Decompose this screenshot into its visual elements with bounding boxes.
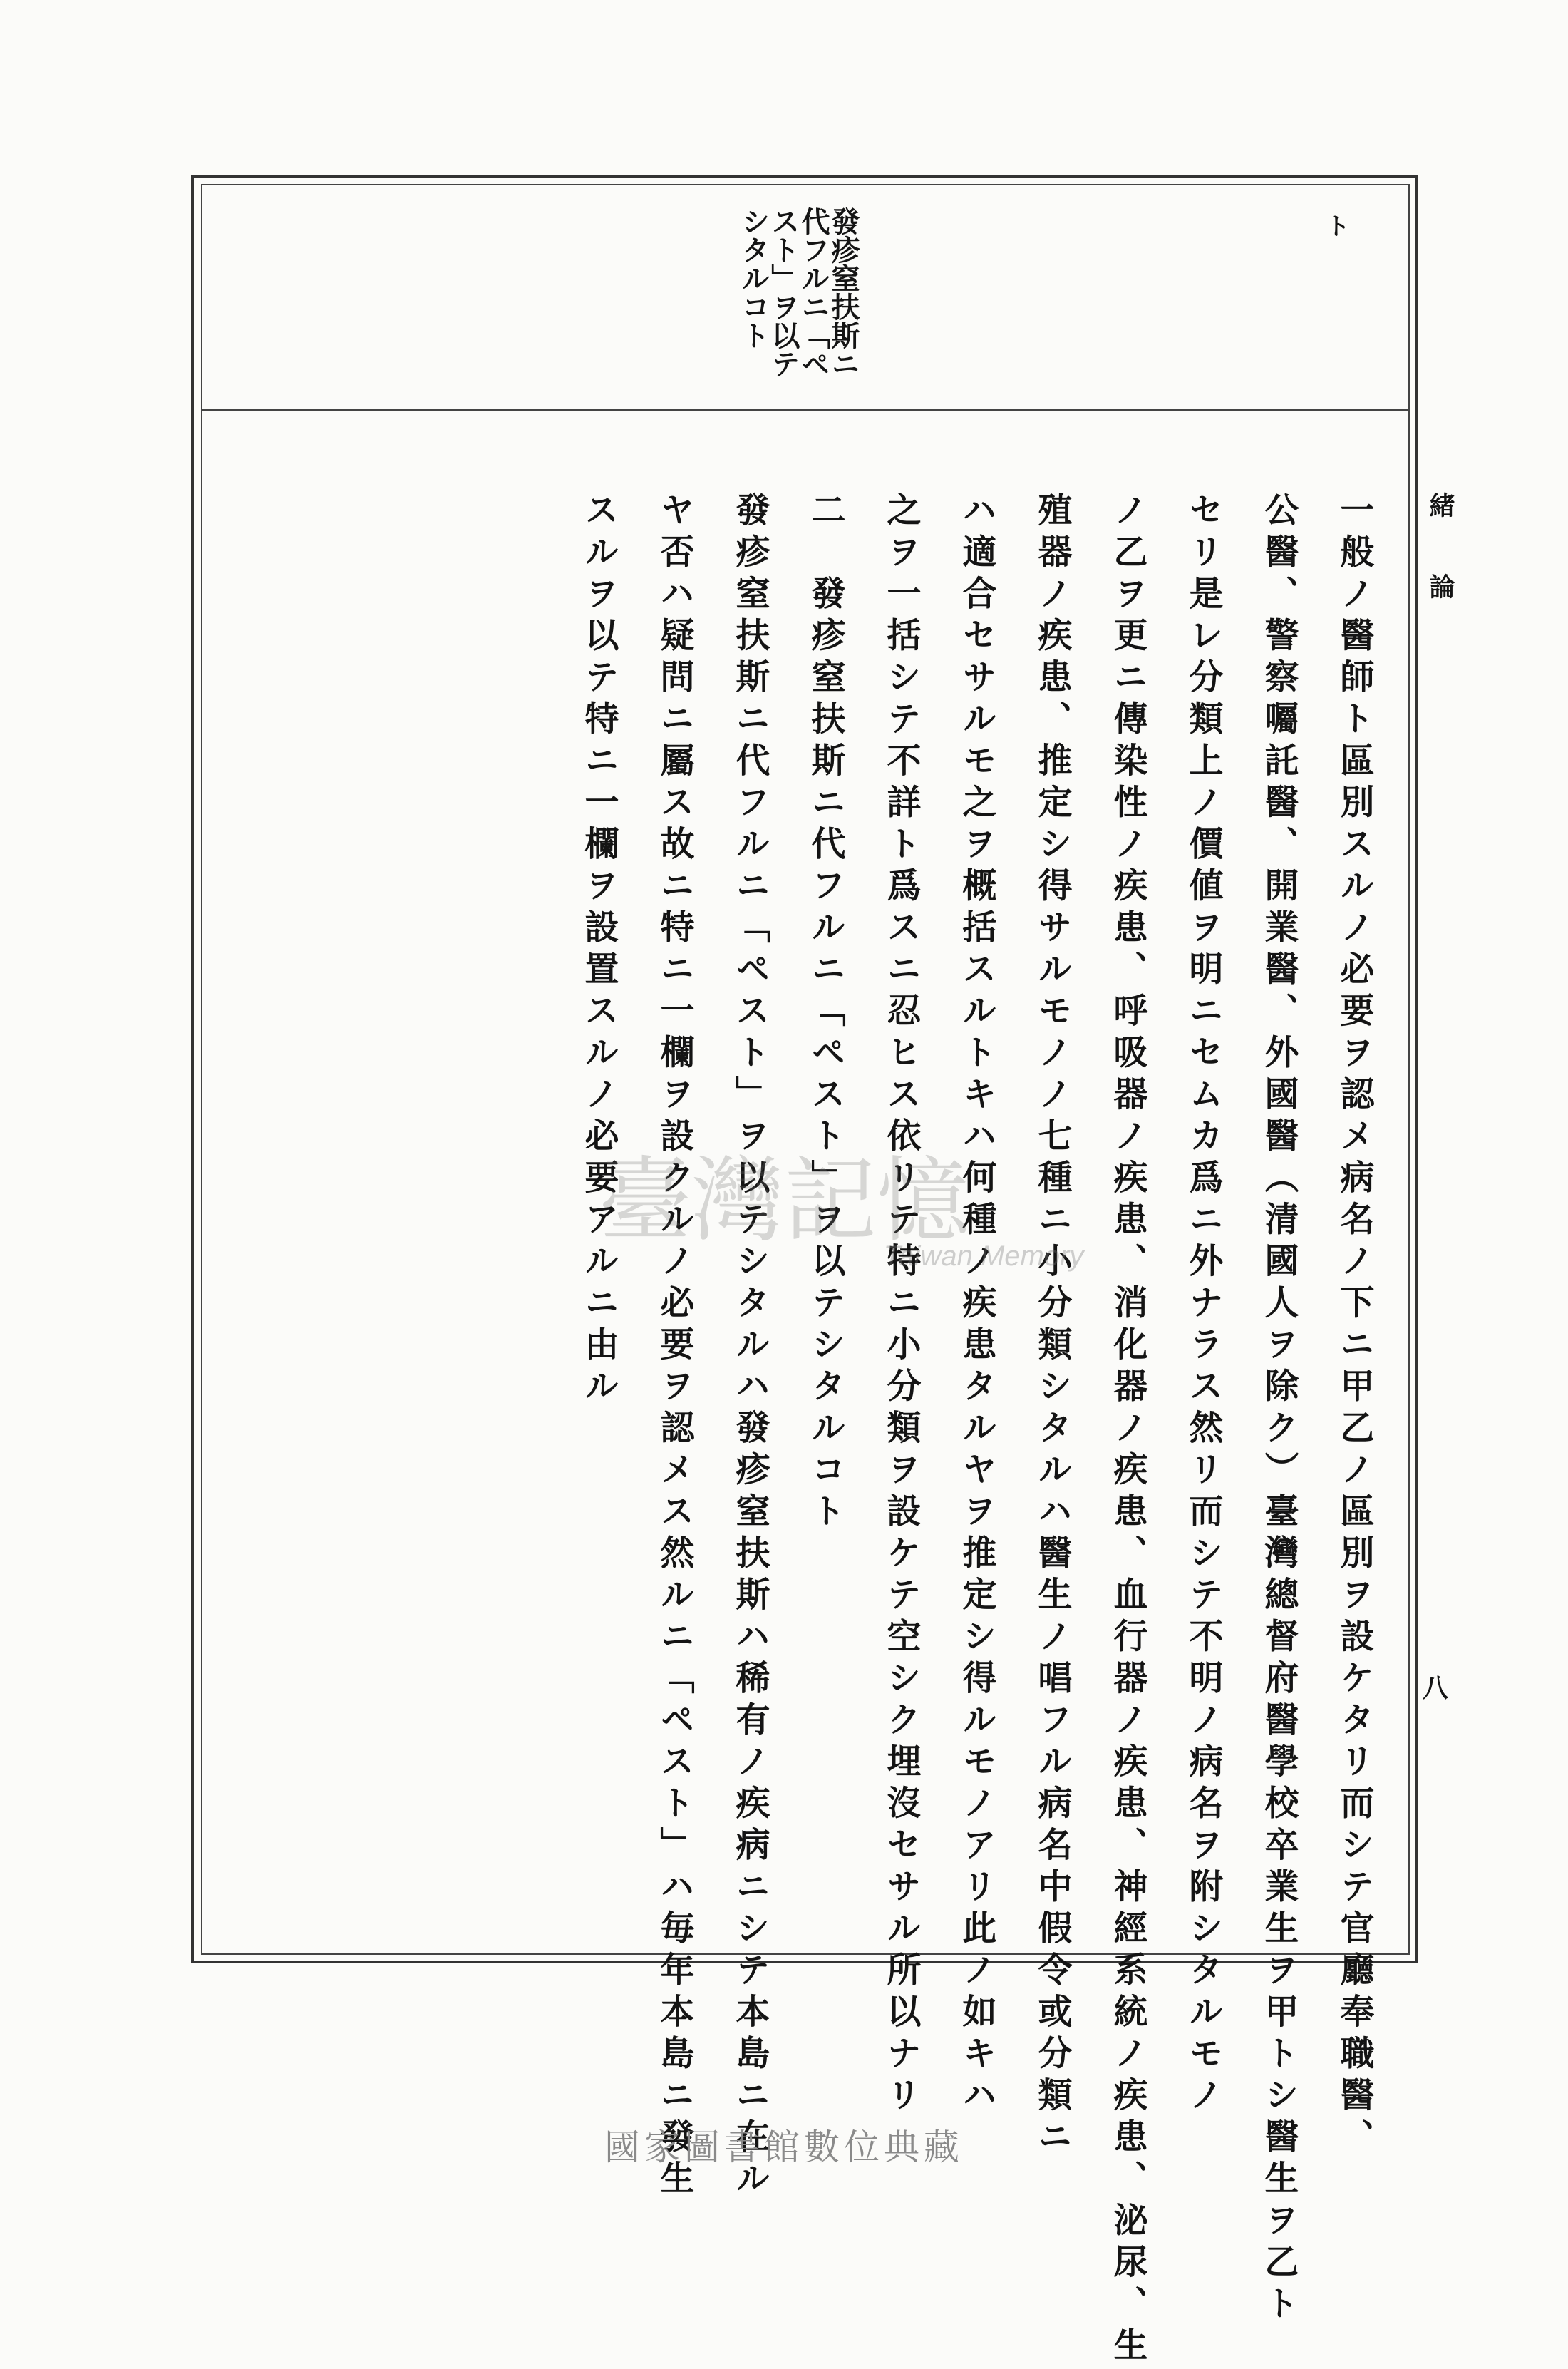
- marginal-note-line: 代フルニ「ペ: [797, 207, 830, 378]
- body-column: 之ヲ一括シテ不詳ト爲スニ忍ヒス依リテ特ニ小分類ヲ設ケテ空シク埋沒セサル所以ナリ: [881, 492, 921, 2119]
- running-head: 緒論: [1425, 492, 1455, 654]
- continued-text-fragment: ト: [1326, 212, 1350, 241]
- body-column: スルヲ以テ特ニ一欄ヲ設置スルノ必要アルニ由ル: [579, 492, 619, 1409]
- library-footer: 國家圖書館數位典藏: [604, 2127, 964, 2168]
- watermark-title: 臺灣記憶: [598, 1146, 970, 1255]
- body-column: 公醫、警察囑託醫、開業醫、外國醫（清國人ヲ除ク）臺灣總督府醫學校卒業生ヲ甲トシ醫生ヲ乙ト: [1259, 492, 1299, 2327]
- body-column: 一般ノ醫師ト區別スルノ必要ヲ認メ病名ノ下ニ甲乙ノ區別ヲ設ケタリ而シテ官廳奉職醫、: [1334, 492, 1374, 2160]
- marginal-note-line: 發疹窒扶斯ニ: [827, 207, 860, 378]
- body-column: ヤ否ハ疑問ニ屬ス故ニ特ニ一欄ヲ設クルノ必要ヲ認メス然ルニ「ペスト」ハ毎年本島ニ發生: [654, 492, 694, 2202]
- marginal-note-line: スト」ヲ以テ: [767, 207, 800, 378]
- body-column: ハ適合セサルモ之ヲ概括スルトキハ何種ノ疾患タルヤヲ推定シ得ルモノアリ此ノ如キハ: [956, 492, 996, 2119]
- body-column: 殖器ノ疾患、推定シ得サルモノノ七種ニ小分類シタルハ醫生ノ唱フル病名中假令或分類ニ: [1032, 492, 1072, 2160]
- body-column: ノ乙ヲ更ニ傳染性ノ疾患、呼吸器ノ疾患、消化器ノ疾患、血行器ノ疾患、神經系統ノ疾患、泌尿、生: [1108, 492, 1147, 2369]
- watermark-subtitle: Taiwan Memory: [883, 1240, 1084, 1272]
- body-column: セリ是レ分類上ノ價値ヲ明ニセムカ爲ニ外ナラス然リ而シテ不明ノ病名ヲ附シタルモノ: [1183, 492, 1223, 2119]
- body-column: 發疹窒扶斯ニ代フルニ「ペスト」ヲ以テシタルハ發疹窒扶斯ハ稀有ノ疾病ニシテ本島ニ在ル: [730, 492, 770, 2202]
- section-heading: 二 發疹窒扶斯ニ代フルニ「ペスト」ヲ以テシタルコト: [805, 492, 845, 1535]
- page-number: 八: [1423, 1673, 1449, 1703]
- marginal-note-line: シタルコト: [737, 207, 770, 349]
- header-divider-rule: [201, 409, 1410, 411]
